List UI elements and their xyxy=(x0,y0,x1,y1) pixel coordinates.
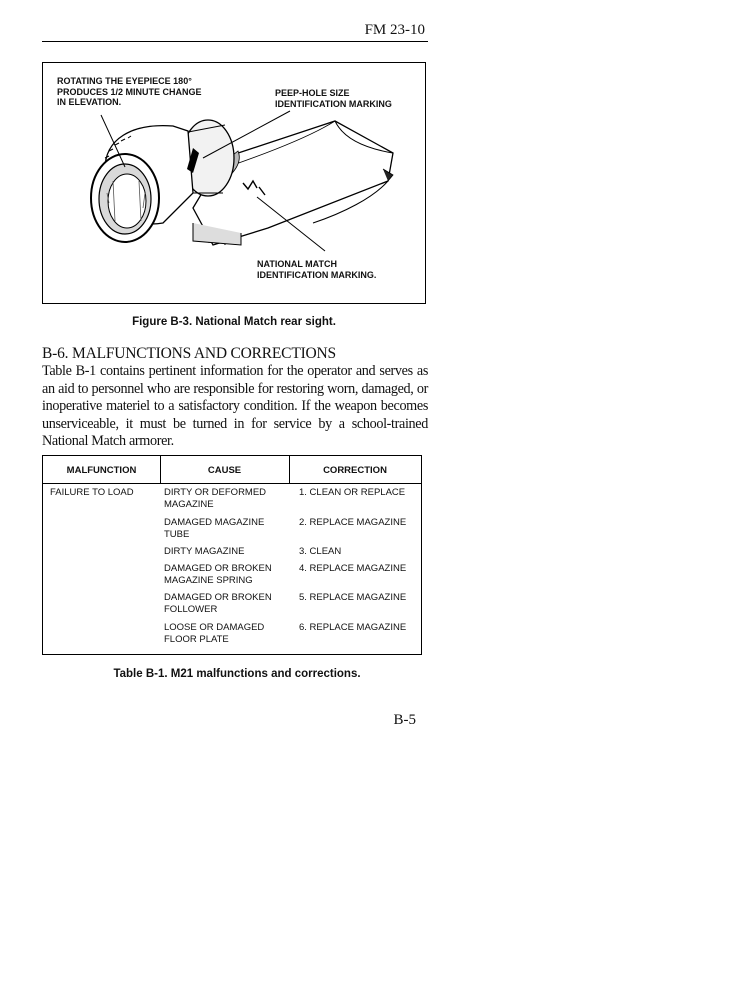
cause-cell: LOOSE OR DAMAGED FLOOR PLATE xyxy=(164,622,265,645)
cause-cell: DAMAGED OR BROKEN FOLLOWER xyxy=(164,592,272,615)
column-divider xyxy=(289,456,290,484)
section-body: Table B-1 contains pertinent information for the operator and serves as an aid to personnel who are responsible for restoring worn, damaged, or inoperative materiel to a satisfactory condition. If the weapon becomes unserviceable, it must be turned in for service by a school-trained National Match armorer. xyxy=(42,363,428,450)
eyepiece-callout: ROTATING THE EYEPIECE 180° PRODUCES 1/2 MINUTE CHANGE IN ELEVATION. xyxy=(57,76,202,107)
column-divider xyxy=(160,456,161,484)
cause-cell: DAMAGED OR BROKEN MAGAZINE SPRING xyxy=(164,563,272,586)
correction-cell: 5. REPLACE MAGAZINE xyxy=(299,592,407,603)
column-header-malfunction: MALFUNCTION xyxy=(66,464,137,476)
table-caption: Table B-1. M21 malfunctions and corrections. xyxy=(113,668,361,680)
correction-cell: 1. CLEAN OR REPLACE xyxy=(299,487,406,498)
header-rule xyxy=(42,41,428,42)
malfunctions-table xyxy=(42,455,422,655)
cause-cell: DAMAGED MAGAZINE TUBE xyxy=(164,517,265,540)
correction-cell: 3. CLEAN xyxy=(299,546,342,557)
malfunction-cell: FAILURE TO LOAD xyxy=(50,487,134,498)
cause-cell: DIRTY MAGAZINE xyxy=(164,546,245,557)
correction-cell: 6. REPLACE MAGAZINE xyxy=(299,622,407,633)
document-id: FM 23-10 xyxy=(364,22,425,38)
correction-cell: 2. REPLACE MAGAZINE xyxy=(299,517,407,528)
column-header-cause: CAUSE xyxy=(207,464,242,476)
national-match-callout: NATIONAL MATCH IDENTIFICATION MARKING. xyxy=(257,259,377,280)
cause-cell: DIRTY OR DEFORMED MAGAZINE xyxy=(164,487,267,510)
column-header-correction: CORRECTION xyxy=(323,464,387,476)
section-heading: B-6. MALFUNCTIONS AND CORRECTIONS xyxy=(42,345,336,362)
peephole-callout: PEEP-HOLE SIZE IDENTIFICATION MARKING xyxy=(275,88,392,109)
header-rule xyxy=(43,483,421,484)
correction-cell: 4. REPLACE MAGAZINE xyxy=(299,563,407,574)
page-number: B-5 xyxy=(393,712,416,728)
figure-box xyxy=(42,62,426,304)
figure-caption: Figure B-3. National Match rear sight. xyxy=(132,316,336,328)
